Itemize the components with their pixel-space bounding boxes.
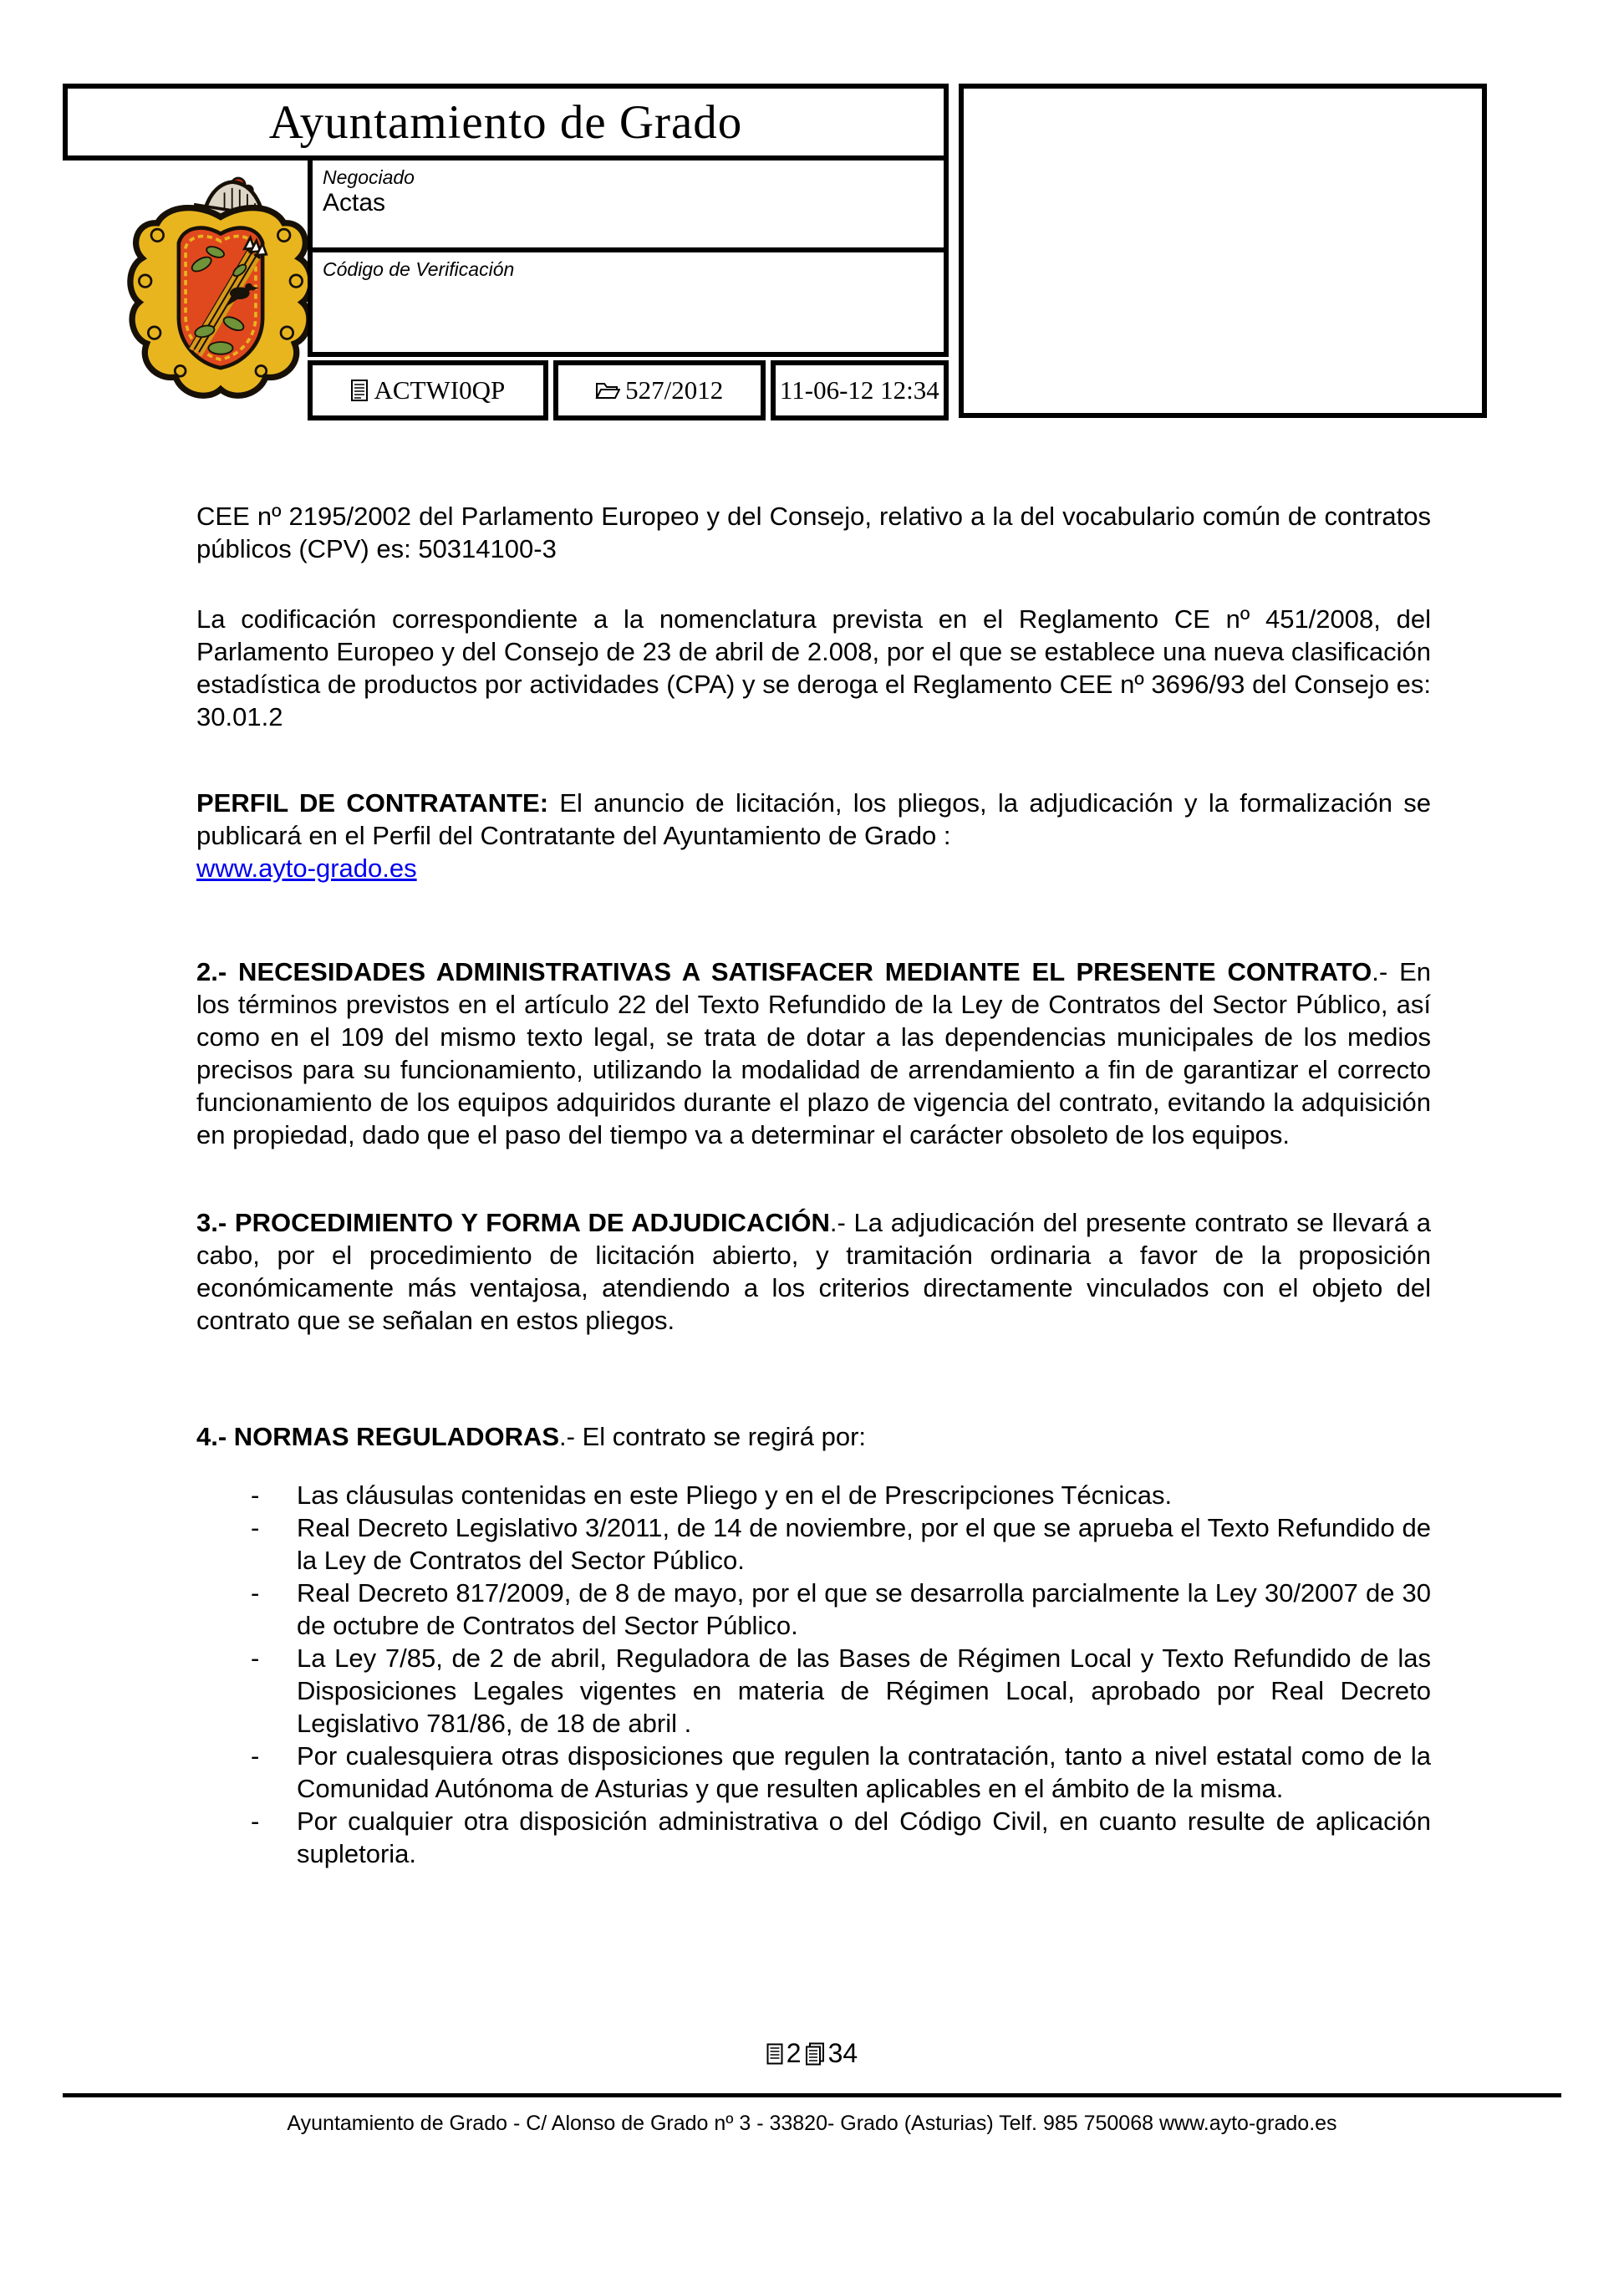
datetime-cell bbox=[771, 360, 949, 420]
paragraph-perfil bbox=[196, 787, 1431, 884]
list-item: - Por cualquier otra disposición administrativa o del Código Civil, en cuanto resulte de aplicación supletoria. bbox=[196, 1805, 1431, 1870]
section-4-text: .- El contrato se regirá por: bbox=[559, 1422, 867, 1451]
list-item: - Las cláusulas contenidas en este Pliego y en el de Prescripciones Técnicas. bbox=[196, 1479, 1431, 1511]
references-row bbox=[308, 360, 949, 420]
section-4-heading: 4.- NORMAS REGULADORAS bbox=[196, 1422, 560, 1451]
footer-rule bbox=[63, 2093, 1561, 2097]
coat-of-arms-graphic bbox=[125, 166, 316, 416]
negociado-value: Actas bbox=[323, 189, 386, 217]
stamp-box bbox=[959, 84, 1487, 418]
page-number-current: 2 bbox=[786, 2038, 802, 2068]
doc-code: ACTWI0QP bbox=[374, 375, 506, 405]
footer-address: Ayuntamiento de Grado - C/ Alonso de Grado nº 3 - 33820- Grado (Asturias) Telf. 985 750068 www.ayto-grado.es bbox=[287, 2112, 1337, 2135]
datetime: 11-06-12 12:34 bbox=[779, 375, 939, 405]
perfil-heading: PERFIL DE CONTRATANTE: bbox=[196, 788, 549, 818]
folder-icon bbox=[595, 380, 620, 400]
section-4 bbox=[196, 1420, 1431, 1453]
document-icon bbox=[350, 379, 369, 402]
page-icon bbox=[766, 2043, 783, 2065]
expediente-cell bbox=[553, 360, 766, 420]
page-number-total: 34 bbox=[827, 2038, 858, 2068]
list-item: - Por cualesquiera otras disposiciones que regulen la contratación, tanto a nivel estatal como de la Comunidad Autónoma de Asturias y que resulten aplicables en el ámbito de la misma. bbox=[196, 1740, 1431, 1805]
section-3-heading: 3.- PROCEDIMIENTO Y FORMA DE ADJUDICACIÓN bbox=[196, 1208, 830, 1237]
section-3 bbox=[196, 1206, 1431, 1337]
codigo-verificacion-row bbox=[308, 252, 949, 357]
paragraph-cpv: CEE nº 2195/2002 del Parlamento Europeo y del Consejo, relativo a la del vocabulario común de contratos públicos (CPV) es: 50314100-3 bbox=[196, 502, 1431, 563]
list-item: - Real Decreto Legislativo 3/2011, de 14 de noviembre, por el que se aprueba el Texto Refundido de la Ley de Contratos del Sector Público. bbox=[196, 1511, 1431, 1577]
codigo-verificacion-label: Código de Verificación bbox=[323, 258, 515, 280]
header-title-box bbox=[63, 84, 949, 161]
list-item: - La Ley 7/85, de 2 de abril, Reguladora de las Bases de Régimen Local y Texto Refundido de las Disposiciones Legales vigentes en materia de Régimen Local, aprobado por Real Decreto Legislativo 781/86, de 18 de abril . bbox=[196, 1642, 1431, 1740]
perfil-text: El anuncio de licitación, los pliegos, la adjudicación y la formalización se publicará en el Perfil del Contratante del Ayuntamiento de Grado : bbox=[196, 788, 1431, 850]
negociado-label: Negociado bbox=[323, 166, 415, 188]
negociado-row bbox=[308, 161, 949, 252]
expediente-number: 527/2012 bbox=[625, 375, 724, 405]
info-table bbox=[308, 161, 949, 420]
page-indicator bbox=[0, 2038, 1624, 2069]
section-2-text: .- En los términos previstos en el artículo 22 del Texto Refundido de la Ley de Contratos del Sector Público, así como en el 109 del mismo texto legal, se trata de dotar a las dependencias municipales de los medios precisos para su funcionamiento, utilizando la modalidad de arrendamiento a fin de garantizar el correcto funcionamiento de los equipos adquiridos durante el plazo de vigencia del contrato, evitando la adquisición en propiedad, dado que el paso del tiempo va a determinar el carácter obsoleto de los equipos. bbox=[196, 957, 1432, 1149]
document-body bbox=[196, 500, 1431, 1870]
list-item: - Real Decreto 817/2009, de 8 de mayo, por el que se desarrolla parcialmente la Ley 30/2007 de 30 de octubre de Contratos del Sector Público. bbox=[196, 1577, 1431, 1642]
pages-icon bbox=[805, 2042, 825, 2066]
section-3-text: .- La adjudicación del presente contrato se llevará a cabo, por el procedimiento de licitación abierto, y tramitación ordinaria a favor de la proposición económicamente más ventajosa, atendiendo a los criterios directamente vinculados con el objeto del contrato que se señalan en estos pliegos. bbox=[196, 1208, 1431, 1335]
doc-code-cell bbox=[308, 360, 548, 420]
ayto-grado-link[interactable]: www.ayto-grado.es bbox=[196, 854, 417, 883]
paragraph-cpa: La codificación correspondiente a la nomenclatura prevista en el Reglamento CE nº 451/2008, del Parlamento Europeo y del Consejo de 23 de abril de 2.008, por el que se establece una nueva clasificación estadística de productos por actividades (CPA) y se deroga el Reglamento CEE nº 3696/93 del Consejo es: 30.01.2 bbox=[196, 604, 1431, 731]
section-2 bbox=[196, 955, 1431, 1151]
coat-of-arms bbox=[125, 166, 316, 416]
page-title: Ayuntamiento de Grado bbox=[268, 95, 743, 149]
regulations-list bbox=[196, 1479, 1431, 1870]
section-2-heading: 2.- NECESIDADES ADMINISTRATIVAS A SATISFACER MEDIANTE EL PRESENTE CONTRATO bbox=[196, 957, 1372, 986]
